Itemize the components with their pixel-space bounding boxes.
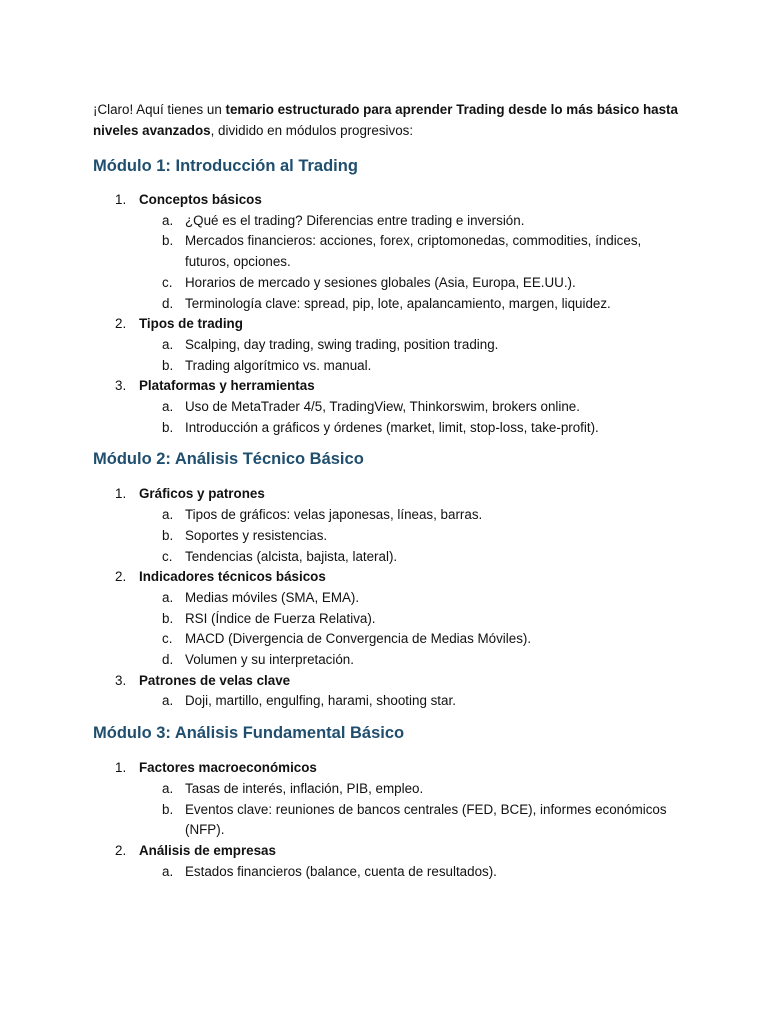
sub-text: Trading algorítmico vs. manual.	[185, 357, 372, 373]
sub-letter: b.	[162, 610, 174, 626]
item-title: Patrones de velas clave	[139, 672, 291, 688]
sub-item	[139, 231, 683, 272]
sub-letter: c.	[162, 631, 173, 647]
sub-list	[139, 588, 683, 671]
sub-item	[139, 356, 683, 377]
sub-item	[139, 397, 683, 418]
sub-text: Uso de MetaTrader 4/5, TradingView, Thinkorswim, brokers online.	[185, 399, 580, 415]
sub-text: Estados financieros (balance, cuenta de resultados).	[185, 863, 497, 879]
list-item	[93, 484, 683, 567]
item-number: 2.	[115, 842, 127, 858]
sub-item	[139, 691, 683, 712]
item-title: Tipos de trading	[139, 316, 243, 332]
module-1-list	[93, 190, 683, 438]
item-number: 1.	[115, 486, 127, 502]
sub-text: RSI (Índice de Fuerza Relativa).	[185, 610, 376, 626]
list-item	[93, 567, 683, 671]
sub-letter: a.	[162, 507, 174, 523]
item-number: 2.	[115, 316, 127, 332]
sub-item	[139, 650, 683, 671]
module-2-list	[93, 484, 683, 712]
item-number: 1.	[115, 760, 127, 776]
sub-letter: b.	[162, 801, 174, 817]
sub-list	[139, 397, 683, 438]
sub-text: ¿Qué es el trading? Diferencias entre trading e inversión.	[185, 212, 525, 228]
list-item	[93, 314, 683, 376]
sub-letter: a.	[162, 780, 174, 796]
item-title: Indicadores técnicos básicos	[139, 569, 326, 585]
item-title: Conceptos básicos	[139, 192, 262, 207]
list-item	[93, 190, 683, 314]
sub-text: Tendencias (alcista, bajista, lateral).	[185, 548, 398, 564]
sub-text: Horarios de mercado y sesiones globales (Asia, Europa, EE.UU.).	[185, 274, 576, 290]
sub-item	[139, 629, 683, 650]
sub-text: Terminología clave: spread, pip, lote, apalancamiento, margen, liquidez.	[185, 295, 611, 311]
sub-list	[139, 691, 683, 712]
intro-paragraph	[93, 99, 683, 141]
sub-letter: d.	[162, 652, 174, 668]
sub-item	[139, 800, 683, 841]
item-number: 1.	[115, 192, 127, 207]
sub-text: Volumen y su interpretación.	[185, 652, 354, 668]
sub-item	[139, 526, 683, 547]
item-number: 2.	[115, 569, 127, 585]
sub-text: Medias móviles (SMA, EMA).	[185, 589, 360, 605]
sub-text: Tasas de interés, inflación, PIB, empleo.	[185, 780, 424, 796]
sub-text: Doji, martillo, engulfing, harami, shooting star.	[185, 693, 456, 709]
sub-list	[139, 505, 683, 567]
list-item	[93, 376, 683, 438]
module-3-heading: Módulo 3: Análisis Fundamental Básico	[93, 724, 405, 743]
sub-item	[139, 588, 683, 609]
sub-letter: d.	[162, 295, 174, 311]
sub-letter: a.	[162, 399, 174, 415]
document-page	[93, 99, 683, 882]
sub-letter: a.	[162, 589, 174, 605]
module-1-heading: Módulo 1: Introducción al Trading	[93, 157, 358, 175]
sub-text: Soportes y resistencias.	[185, 527, 328, 543]
sub-item	[139, 418, 683, 439]
sub-letter: a.	[162, 212, 174, 228]
sub-letter: b.	[162, 233, 174, 249]
module-2-heading: Módulo 2: Análisis Técnico Básico	[93, 450, 364, 469]
list-item	[93, 841, 683, 882]
sub-item	[139, 273, 683, 294]
sub-list	[139, 779, 683, 841]
intro-prefix: ¡Claro! Aquí tienes un	[93, 102, 226, 117]
sub-item	[139, 779, 683, 800]
sub-letter: a.	[162, 336, 174, 352]
item-number: 3.	[115, 672, 127, 688]
intro-bold: temario estructurado para aprender Trading desde lo más básico hasta niveles avanzados	[93, 102, 678, 138]
sub-item	[139, 505, 683, 526]
list-item	[93, 671, 683, 712]
sub-text: Mercados financieros: acciones, forex, criptomonedas, commodities, índices, futuros, opciones.	[185, 233, 642, 270]
sub-text: Introducción a gráficos y órdenes (market, limit, stop-loss, take-profit).	[185, 419, 599, 435]
sub-item	[139, 294, 683, 315]
module-3-list	[93, 758, 683, 882]
sub-item	[139, 335, 683, 356]
sub-item	[139, 862, 683, 883]
item-title: Plataformas y herramientas	[139, 378, 315, 394]
sub-item	[139, 547, 683, 568]
sub-letter: a.	[162, 693, 174, 709]
sub-list	[139, 335, 683, 376]
sub-item	[139, 211, 683, 232]
sub-text: MACD (Divergencia de Convergencia de Medias Móviles).	[185, 631, 532, 647]
sub-text: Eventos clave: reuniones de bancos centrales (FED, BCE), informes económicos (NFP).	[185, 801, 667, 838]
item-title: Factores macroeconómicos	[139, 760, 317, 776]
sub-letter: c.	[162, 548, 173, 564]
sub-letter: c.	[162, 274, 173, 290]
sub-letter: b.	[162, 357, 174, 373]
item-title: Análisis de empresas	[139, 842, 276, 858]
sub-text: Tipos de gráficos: velas japonesas, líneas, barras.	[185, 507, 483, 523]
list-item	[93, 758, 683, 841]
sub-letter: b.	[162, 419, 174, 435]
intro-suffix: , dividido en módulos progresivos:	[210, 123, 414, 138]
item-title: Gráficos y patrones	[139, 486, 265, 502]
sub-letter: a.	[162, 863, 174, 879]
sub-letter: b.	[162, 527, 174, 543]
sub-text: Scalping, day trading, swing trading, position trading.	[185, 336, 499, 352]
item-number: 3.	[115, 378, 127, 394]
sub-list	[139, 211, 683, 315]
sub-list	[139, 862, 683, 883]
sub-item	[139, 609, 683, 630]
